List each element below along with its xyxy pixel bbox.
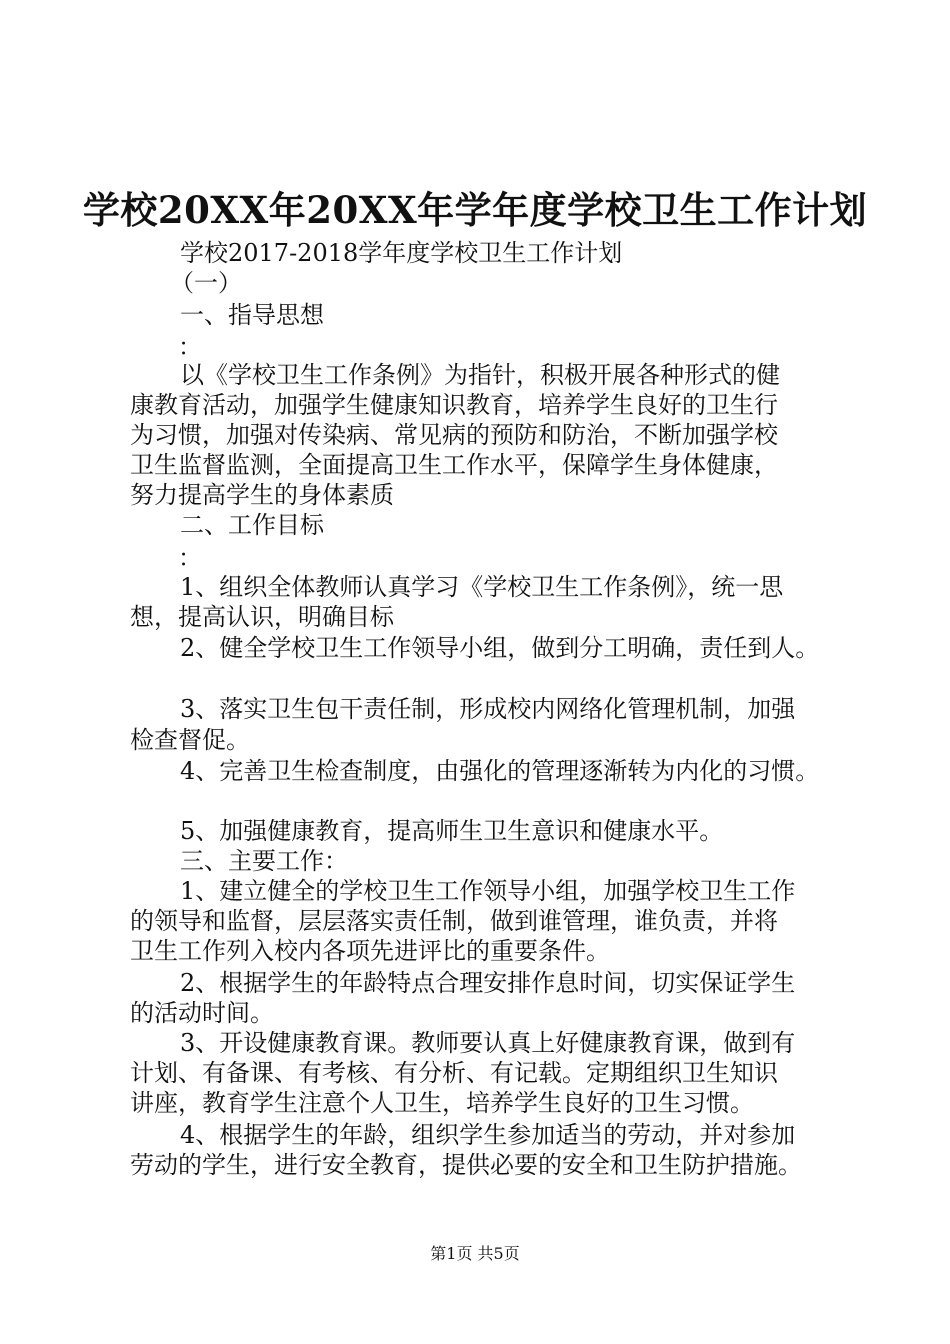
- list-item: 1、组织全体教师认真学习《学校卫生工作条例》，统一思: [180, 573, 784, 601]
- list-item: 3、落实卫生包干责任制，形成校内网络化管理机制，加强: [180, 695, 796, 723]
- list-item-continuation: 计划、有备课、有考核、有分析、有记载。定期组织卫生知识: [130, 1059, 778, 1087]
- list-item-continuation: 劳动的学生，进行安全教育，提供必要的安全和卫生防护措施。: [130, 1151, 802, 1179]
- section-colon: ：: [178, 544, 202, 572]
- paragraph-line: 为习惯，加强对传染病、常见病的预防和防治，不断加强学校: [130, 421, 778, 449]
- section-heading: 一、指导思想: [180, 301, 324, 329]
- list-item-continuation: 想，提高认识，明确目标: [130, 603, 394, 631]
- list-item: 5、加强健康教育，提高师生卫生意识和健康水平。: [180, 817, 724, 845]
- subtitle: 学校2017-2018学年度学校卫生工作计划: [180, 239, 623, 267]
- list-item: 2、根据学生的年龄特点合理安排作息时间，切实保证学生: [180, 969, 796, 997]
- list-item-continuation: 讲座，教育学生注意个人卫生，培养学生良好的卫生习惯。: [130, 1089, 754, 1117]
- document-title: 学校20XX年20XX年学年度学校卫生工作计划: [82, 188, 868, 232]
- list-item-continuation: 检查督促。: [130, 726, 250, 754]
- section-heading: 三、主要工作：: [180, 847, 348, 875]
- list-item-continuation: 的活动时间。: [130, 999, 274, 1027]
- list-item-continuation: 的领导和监督，层层落实责任制，做到谁管理，谁负责，并将: [130, 907, 778, 935]
- paragraph-line: 以《学校卫生工作条例》为指针，积极开展各种形式的健: [180, 361, 780, 389]
- list-item: 1、建立健全的学校卫生工作领导小组，加强学校卫生工作: [180, 877, 796, 905]
- list-item-continuation: 卫生工作列入校内各项先进评比的重要条件。: [130, 937, 610, 965]
- paragraph-line: 卫生监督监测，全面提高卫生工作水平，保障学生身体健康，: [130, 451, 778, 479]
- page-footer: 第1页 共5页: [430, 1244, 520, 1263]
- section-colon: ：: [178, 333, 202, 361]
- paragraph-line: 康教育活动，加强学生健康知识教育，培养学生良好的卫生行: [130, 391, 778, 419]
- list-item: 2、健全学校卫生工作领导小组，做到分工明确，责任到人。: [180, 634, 820, 662]
- list-item: 4、完善卫生检查制度，由强化的管理逐渐转为内化的习惯。: [180, 757, 820, 785]
- section-heading: 二、工作目标: [180, 511, 324, 539]
- list-item: 3、开设健康教育课。教师要认真上好健康教育课，做到有: [180, 1029, 796, 1057]
- list-item: 4、根据学生的年龄，组织学生参加适当的劳动，并对参加: [180, 1121, 796, 1149]
- part-label: （一）: [170, 269, 242, 297]
- paragraph-line: 努力提高学生的身体素质: [130, 481, 394, 509]
